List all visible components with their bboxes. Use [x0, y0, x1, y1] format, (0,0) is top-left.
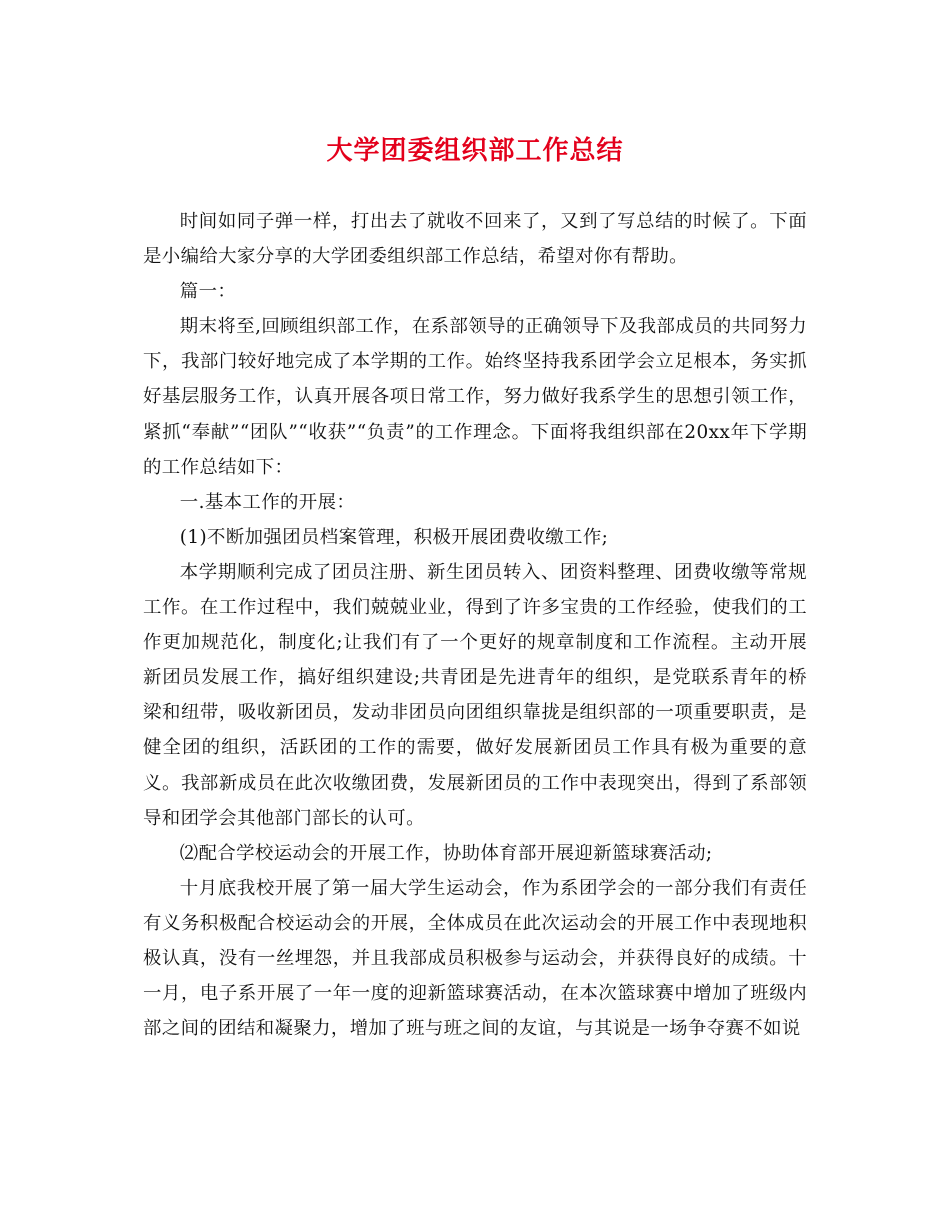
paragraph-detail-2: 十月底我校开展了第一届大学生运动会，作为系团学会的一部分我们有责任有义务积极配合校运动会的开展，全体成员在此次运动会的开展工作中表现地积极认真，没有一丝埋怨，并且我部成员积极参与运动会，并获得良好的成绩。十一月，电子系开展了一年一度的迎新篮球赛活动，在本次篮球赛中增加了班级内部之间的团结和凝聚力，增加了班与班之间的友谊，与其说是一场争夺赛不如说 [143, 877, 807, 1040]
paragraph-subheading-2: ⑵配合学校运动会的开展工作，协助体育部开展迎新篮球赛活动; [179, 842, 713, 864]
document-body [143, 204, 807, 1046]
paragraph-intro: 时间如同子弹一样，打出去了就收不回来了，又到了写总结的时候了。下面是小编给大家分享的大学团委组织部工作总结，希望对你有帮助。 [143, 211, 807, 268]
paragraph-overview: 期末将至,回顾组织部工作，在系部领导的正确领导下及我部成员的共同努力下，我部门较好地完成了本学期的工作。始终坚持我系团学会立足根本，务实抓好基层服务工作，认真开展各项日常工作，努力做好我系学生的思想引领工作，紧抓“奉献”“团队”“收获”“负责”的工作理念。下面将我组织部在20xx年下学期的工作总结如下： [143, 316, 807, 478]
paragraph-section-label: 篇一： [179, 281, 237, 303]
document-title: 大学团委组织部工作总结 [326, 136, 624, 166]
paragraph-detail-1: 本学期顺利完成了团员注册、新生团员转入、团资料整理、团费收缴等常规工作。在工作过程中，我们兢兢业业，得到了许多宝贵的工作经验，使我们的工作更加规范化，制度化;让我们有了一个更好的规章制度和工作流程。主动开展新团员发展工作，搞好组织建设;共青团是先进青年的组织，是党联系青年的桥梁和纽带，吸收新团员，发动非团员向团组织靠拢是组织部的一项重要职责，是健全团的组织，活跃团的工作的需要，做好发展新团员工作具有极为重要的意义。我部新成员在此次收缴团费，发展新团员的工作中表现突出，得到了系部领导和团学会其他部门部长的认可。 [143, 561, 807, 829]
paragraph-subheading-1: (1)不断加强团员档案管理，积极开展团费收缴工作; [179, 526, 609, 548]
paragraph-heading-basic-work: 一.基本工作的开展： [179, 491, 356, 513]
